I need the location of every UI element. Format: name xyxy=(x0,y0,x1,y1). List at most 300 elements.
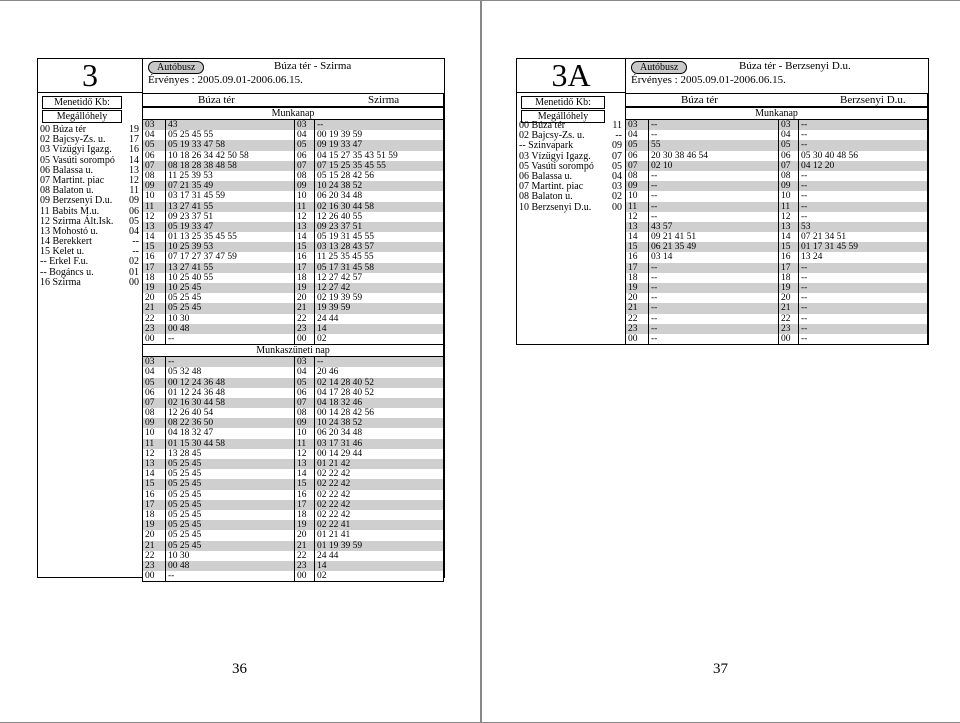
minutes-outbound: -- xyxy=(648,324,778,334)
timetable-row xyxy=(143,561,443,571)
minutes-inbound: 04 12 20 xyxy=(798,161,927,171)
timetable-row xyxy=(143,520,443,530)
hour-inbound: 23 xyxy=(778,324,798,334)
hour-inbound: 21 xyxy=(778,303,798,313)
stop-travel-time: 09 xyxy=(129,195,139,207)
timetable-row xyxy=(626,273,927,283)
hour-inbound: 19 xyxy=(294,283,314,293)
hour-outbound: 14 xyxy=(628,232,638,243)
hour-inbound: 15 xyxy=(294,479,314,489)
minutes-outbound: 05 19 33 47 xyxy=(165,222,294,232)
timetable-row xyxy=(143,151,443,161)
hour-inbound: 18 xyxy=(294,510,314,520)
minutes-outbound: 04 18 32 47 xyxy=(165,428,294,438)
stop-name: 06 Balassa u. xyxy=(40,164,94,176)
minutes-outbound: 05 25 45 xyxy=(165,490,294,500)
timetable-row xyxy=(626,314,927,324)
timetable-row xyxy=(626,140,927,150)
hour-inbound: 13 xyxy=(294,459,314,469)
day-type-label: Munkanap xyxy=(626,107,927,120)
hour-outbound: 23 xyxy=(145,560,155,571)
hour-outbound: 05 xyxy=(145,377,155,388)
hour-outbound: 22 xyxy=(145,550,155,561)
minutes-inbound: 00 14 28 42 56 xyxy=(314,408,443,418)
minutes-outbound: 08 22 36 50 xyxy=(165,418,294,428)
hour-outbound: 00 xyxy=(628,333,638,344)
timetable-row xyxy=(626,303,927,313)
hour-inbound: 09 xyxy=(778,181,798,191)
minutes-outbound: -- xyxy=(648,181,778,191)
minutes-inbound: 09 23 37 51 xyxy=(314,222,443,232)
hour-inbound: 12 xyxy=(294,212,314,222)
timetable-row xyxy=(143,242,443,252)
direction-header xyxy=(143,94,443,107)
minutes-outbound: 01 12 24 36 48 xyxy=(165,388,294,398)
hour-outbound: 15 xyxy=(628,242,638,253)
minutes-inbound: 19 39 59 xyxy=(314,303,443,313)
page-number: 36 xyxy=(232,661,247,677)
minutes-outbound: 10 25 40 55 xyxy=(165,273,294,283)
minutes-outbound: -- xyxy=(165,571,294,581)
hour-inbound: 23 xyxy=(294,324,314,334)
hour-outbound: 13 xyxy=(628,221,638,232)
hour-inbound: 20 xyxy=(778,293,798,303)
minutes-inbound: 03 13 28 43 57 xyxy=(314,242,443,252)
stop-travel-time: 13 xyxy=(129,164,139,176)
minutes-outbound: 05 19 33 47 58 xyxy=(165,140,294,150)
minutes-outbound: -- xyxy=(648,273,778,283)
stop-name: 09 Berzsenyi D.u. xyxy=(40,195,113,207)
timetable-row xyxy=(143,418,443,428)
minutes-outbound: -- xyxy=(648,334,778,344)
hour-outbound: 06 xyxy=(145,387,155,398)
megallohely-label: Megállóhely xyxy=(521,110,605,123)
timetable-row xyxy=(143,459,443,469)
minutes-outbound: 05 32 48 xyxy=(165,367,294,377)
stop-travel-time: 01 xyxy=(129,266,139,278)
timetable xyxy=(142,93,444,582)
minutes-inbound: -- xyxy=(798,283,927,293)
minutes-outbound: 00 12 24 36 48 xyxy=(165,378,294,388)
hour-outbound: 08 xyxy=(145,170,155,181)
hour-inbound: 22 xyxy=(294,314,314,324)
timetable-row xyxy=(143,490,443,500)
minutes-inbound: -- xyxy=(798,191,927,201)
minutes-outbound: -- xyxy=(648,202,778,212)
stop-travel-time: 16 xyxy=(129,144,139,156)
hour-outbound: 16 xyxy=(628,252,638,263)
timetable-row xyxy=(143,428,443,438)
hour-inbound: 14 xyxy=(294,232,314,242)
minutes-inbound: -- xyxy=(798,334,927,344)
minutes-outbound: 00 48 xyxy=(165,324,294,334)
stop-name: 00 Búza tér xyxy=(40,124,87,135)
hour-outbound: 00 xyxy=(145,571,155,582)
minutes-inbound: 05 15 28 42 56 xyxy=(314,171,443,181)
minutes-inbound: 53 xyxy=(798,222,927,232)
timetable-row xyxy=(626,202,927,212)
minutes-inbound: -- xyxy=(798,130,927,140)
minutes-inbound: -- xyxy=(314,120,443,130)
hour-inbound: 10 xyxy=(294,191,314,201)
hour-outbound: 18 xyxy=(145,509,155,520)
minutes-outbound: -- xyxy=(648,212,778,222)
hour-outbound: 07 xyxy=(628,160,638,171)
stop-name: 14 Berekkert xyxy=(40,236,92,248)
hour-outbound: 11 xyxy=(145,201,155,212)
to-stop-label: Szirma xyxy=(368,94,400,106)
hour-inbound: 12 xyxy=(294,449,314,459)
minutes-inbound: 07 15 25 35 45 55 xyxy=(314,161,443,171)
stop-travel-time: 02 xyxy=(612,191,622,203)
minutes-inbound: 13 24 xyxy=(798,252,927,262)
hour-outbound: 07 xyxy=(145,397,155,408)
minutes-outbound: 07 17 27 37 47 59 xyxy=(165,252,294,262)
hour-outbound: 03 xyxy=(145,120,155,130)
day-type-label: Munkanap xyxy=(143,107,443,120)
minutes-outbound: 01 13 25 35 45 55 xyxy=(165,232,294,242)
timetable-row xyxy=(143,449,443,459)
stop-name: 03 Vízügyi Igazg. xyxy=(519,150,591,162)
hour-outbound: 00 xyxy=(145,333,155,344)
minutes-inbound: 02 22 42 xyxy=(314,510,443,520)
timetable-row xyxy=(143,367,443,377)
minutes-outbound: -- xyxy=(648,120,778,130)
minutes-inbound: 10 24 38 52 xyxy=(314,418,443,428)
minutes-inbound: 02 14 28 40 52 xyxy=(314,378,443,388)
timetable-row xyxy=(626,242,927,252)
hour-outbound: 16 xyxy=(145,489,155,500)
timetable-row xyxy=(143,357,443,367)
minutes-outbound: 02 16 30 44 58 xyxy=(165,398,294,408)
timetable-row xyxy=(143,273,443,283)
timetable-row xyxy=(143,408,443,418)
minutes-inbound: -- xyxy=(798,263,927,273)
minutes-inbound: -- xyxy=(798,120,927,130)
stop-list xyxy=(517,121,625,213)
hour-outbound: 18 xyxy=(628,272,638,283)
route-name: Búza tér - Berzsenyi D.u. xyxy=(739,60,851,72)
minutes-outbound: -- xyxy=(648,314,778,324)
minutes-inbound: -- xyxy=(798,293,927,303)
timetable-row xyxy=(143,388,443,398)
timetable-row xyxy=(626,324,927,334)
stop-travel-time: 17 xyxy=(129,134,139,146)
timetable-row xyxy=(143,303,443,313)
timetable-row xyxy=(626,283,927,293)
hour-outbound: 05 xyxy=(145,140,155,151)
minutes-outbound: 12 26 40 54 xyxy=(165,408,294,418)
stop-travel-time: 05 xyxy=(129,215,139,227)
hour-outbound: 09 xyxy=(145,181,155,192)
minutes-inbound: 12 27 42 xyxy=(314,283,443,293)
day-type-label: Munkaszüneti nap xyxy=(143,344,443,357)
minutes-outbound: 10 25 39 53 xyxy=(165,242,294,252)
minutes-outbound: 09 21 41 51 xyxy=(648,232,778,242)
minutes-inbound: -- xyxy=(798,324,927,334)
minutes-outbound: 13 27 41 55 xyxy=(165,263,294,273)
minutes-outbound: -- xyxy=(165,357,294,367)
hour-inbound: 09 xyxy=(294,181,314,191)
stop-travel-time: 00 xyxy=(612,201,622,213)
minutes-inbound: 20 46 xyxy=(314,367,443,377)
stop-travel-time: 19 xyxy=(129,124,139,135)
timetable-row xyxy=(143,171,443,181)
hour-outbound: 22 xyxy=(145,313,155,324)
minutes-outbound: 05 25 45 55 xyxy=(165,130,294,140)
minutes-inbound: 01 19 39 59 xyxy=(314,541,443,551)
minutes-inbound: 06 20 34 48 xyxy=(314,428,443,438)
hour-outbound: 17 xyxy=(145,262,155,273)
hour-outbound: 12 xyxy=(628,211,638,222)
minutes-inbound: -- xyxy=(798,202,927,212)
minutes-outbound: 03 17 31 45 59 xyxy=(165,191,294,201)
minutes-inbound: 04 17 28 40 52 xyxy=(314,388,443,398)
minutes-outbound: 55 xyxy=(648,140,778,150)
stop-name: -- Bogáncs u. xyxy=(40,266,94,278)
stop-name: 08 Balaton u. xyxy=(519,191,573,203)
hour-outbound: 14 xyxy=(145,232,155,243)
stop-travel-time: 06 xyxy=(129,205,139,217)
timetable-row xyxy=(143,479,443,489)
stop-name: 11 Babits M.u. xyxy=(40,205,100,217)
stop-travel-time: 04 xyxy=(612,170,622,182)
hour-inbound: 12 xyxy=(778,212,798,222)
minutes-inbound: 24 44 xyxy=(314,551,443,561)
minutes-inbound: 04 18 32 46 xyxy=(314,398,443,408)
hour-outbound: 21 xyxy=(145,540,155,551)
hour-outbound: 20 xyxy=(145,530,155,541)
hour-inbound: 06 xyxy=(294,151,314,161)
stop-travel-time: 12 xyxy=(129,174,139,186)
bus-badge: Autóbusz xyxy=(148,61,204,74)
timetable-sheet-line-3a xyxy=(516,58,929,345)
minutes-outbound: 06 21 35 49 xyxy=(648,242,778,252)
hour-outbound: 12 xyxy=(145,211,155,222)
stop-name: 12 Szirma Ált.Isk. xyxy=(40,215,114,227)
hour-inbound: 21 xyxy=(294,303,314,313)
hour-inbound: 18 xyxy=(294,273,314,283)
hour-inbound: 19 xyxy=(294,520,314,530)
minutes-inbound: 10 24 38 52 xyxy=(314,181,443,191)
hour-outbound: 17 xyxy=(628,262,638,273)
minutes-outbound: -- xyxy=(648,263,778,273)
stop-travel-time: -- xyxy=(132,246,139,258)
stop-list xyxy=(38,125,142,288)
minutes-outbound: 20 30 38 46 54 xyxy=(648,151,778,161)
timetable-row xyxy=(626,171,927,181)
timetable-row xyxy=(143,571,443,581)
stop-travel-time: 05 xyxy=(612,160,622,172)
stop-name: 15 Kelet u. xyxy=(40,246,85,258)
minutes-outbound: 05 25 45 xyxy=(165,469,294,479)
timetable-sheet-line-3 xyxy=(37,57,445,582)
minutes-inbound: 01 17 31 45 59 xyxy=(798,242,927,252)
from-stop-label: Búza tér xyxy=(198,94,235,106)
line-number: 3 xyxy=(82,57,98,93)
hour-inbound: 20 xyxy=(294,530,314,540)
minutes-inbound: 00 19 39 59 xyxy=(314,130,443,140)
minutes-inbound: 02 xyxy=(314,334,443,344)
minutes-outbound: 13 27 41 55 xyxy=(165,202,294,212)
timetable-row xyxy=(143,324,443,334)
hour-inbound: 00 xyxy=(294,334,314,344)
hour-inbound: 07 xyxy=(294,161,314,171)
route-name: Búza tér - Szirma xyxy=(274,60,352,72)
minutes-outbound: 10 30 xyxy=(165,314,294,324)
stop-travel-time: 04 xyxy=(129,225,139,237)
minutes-inbound: -- xyxy=(314,357,443,367)
line-number-box xyxy=(517,59,625,93)
stop-name: 05 Vasúti sorompó xyxy=(40,154,115,166)
timetable-row xyxy=(626,252,927,262)
stop-travel-time: 03 xyxy=(612,181,622,193)
hour-outbound: 20 xyxy=(145,293,155,304)
minutes-inbound: 01 21 42 xyxy=(314,459,443,469)
minutes-inbound: 00 14 29 44 xyxy=(314,449,443,459)
timetable-row xyxy=(143,293,443,303)
stop-name: 03 Vízügyi Igazg. xyxy=(40,144,112,156)
hour-inbound: 08 xyxy=(294,171,314,181)
stop-travel-time: -- xyxy=(132,236,139,248)
timetable-row xyxy=(143,500,443,510)
stop-name: -- Erkel F.u. xyxy=(40,256,89,268)
hour-inbound: 04 xyxy=(294,130,314,140)
hour-inbound: 03 xyxy=(778,120,798,130)
minutes-outbound: 00 48 xyxy=(165,561,294,571)
hour-inbound: 16 xyxy=(294,490,314,500)
hour-inbound: 05 xyxy=(294,378,314,388)
hour-outbound: 16 xyxy=(145,252,155,263)
menetido-label: Menetidő Kb: xyxy=(42,96,122,109)
stop-name: 16 Szirma xyxy=(40,276,81,288)
minutes-outbound: 05 25 45 xyxy=(165,293,294,303)
hour-outbound: 04 xyxy=(628,130,638,141)
stop-name: 02 Bajcsy-Zs. u. xyxy=(519,130,585,142)
hour-outbound: 05 xyxy=(628,140,638,151)
timetable-row xyxy=(626,191,927,201)
minutes-outbound: 10 18 26 34 42 50 58 xyxy=(165,151,294,161)
timetable-row xyxy=(143,283,443,293)
minutes-outbound: -- xyxy=(648,171,778,181)
stop-name: 07 Martint. piac xyxy=(40,174,105,186)
hour-outbound: 20 xyxy=(628,293,638,304)
minutes-inbound: 14 xyxy=(314,561,443,571)
minutes-inbound: 11 25 35 45 55 xyxy=(314,252,443,262)
minutes-inbound: 05 19 31 45 55 xyxy=(314,232,443,242)
timetable-row xyxy=(143,232,443,242)
hour-outbound: 21 xyxy=(628,303,638,314)
hour-inbound: 16 xyxy=(778,252,798,262)
minutes-outbound: 01 15 30 44 58 xyxy=(165,439,294,449)
stop-travel-time: 09 xyxy=(612,140,622,152)
stop-name: -- Szinvapark xyxy=(519,140,574,152)
minutes-inbound: 02 22 42 xyxy=(314,479,443,489)
right-page xyxy=(481,0,960,723)
hour-outbound: 10 xyxy=(145,191,155,202)
hour-inbound: 07 xyxy=(294,398,314,408)
stop-travel-time: 07 xyxy=(612,150,622,162)
stop-name: 02 Bajcsy-Zs. u. xyxy=(40,134,106,146)
minutes-inbound: 02 16 30 44 58 xyxy=(314,202,443,212)
hour-outbound: 08 xyxy=(145,408,155,419)
direction-header xyxy=(626,94,927,107)
timetable-row xyxy=(626,151,927,161)
minutes-inbound: 02 22 42 xyxy=(314,500,443,510)
hour-inbound: 10 xyxy=(294,428,314,438)
stop-name: 05 Vasúti sorompó xyxy=(519,160,594,172)
timetable-row xyxy=(143,191,443,201)
minutes-outbound: 05 25 45 xyxy=(165,530,294,540)
menetido-label: Menetidő Kb: xyxy=(521,96,605,109)
minutes-outbound: 05 25 45 xyxy=(165,520,294,530)
timetable-row xyxy=(143,378,443,388)
timetable-row xyxy=(143,140,443,150)
hour-inbound: 00 xyxy=(778,334,798,344)
timetable-row xyxy=(143,551,443,561)
hour-outbound: 14 xyxy=(145,469,155,480)
stop-row xyxy=(517,192,625,202)
minutes-inbound: 09 19 33 47 xyxy=(314,140,443,150)
hour-inbound: 19 xyxy=(778,283,798,293)
minutes-outbound: 02 10 xyxy=(648,161,778,171)
minutes-inbound: 02 19 39 59 xyxy=(314,293,443,303)
minutes-inbound: 02 22 41 xyxy=(314,520,443,530)
minutes-inbound: 06 20 34 48 xyxy=(314,191,443,201)
minutes-inbound: 14 xyxy=(314,324,443,334)
hour-outbound: 19 xyxy=(628,283,638,293)
timetable-row xyxy=(143,439,443,449)
to-stop-label: Berzsenyi D.u. xyxy=(840,94,906,106)
stop-row xyxy=(38,278,142,288)
minutes-inbound: -- xyxy=(798,140,927,150)
hour-inbound: 05 xyxy=(294,140,314,150)
stop-row xyxy=(38,196,142,206)
minutes-inbound: 04 15 27 35 43 51 59 xyxy=(314,151,443,161)
hour-outbound: 23 xyxy=(628,323,638,334)
timetable-row xyxy=(143,181,443,191)
stop-travel-time: 14 xyxy=(129,154,139,166)
hour-outbound: 04 xyxy=(145,130,155,141)
hour-inbound: 07 xyxy=(778,161,798,171)
hour-outbound: 12 xyxy=(145,448,155,459)
hour-outbound: 09 xyxy=(145,418,155,429)
hour-outbound: 10 xyxy=(145,428,155,439)
timetable-row xyxy=(626,263,927,273)
minutes-inbound: 02 22 42 xyxy=(314,490,443,500)
minutes-outbound: 08 18 28 38 48 58 xyxy=(165,161,294,171)
minutes-outbound: 05 25 45 xyxy=(165,479,294,489)
minutes-inbound: 12 26 40 55 xyxy=(314,212,443,222)
timetable-row xyxy=(143,252,443,262)
hour-inbound: 13 xyxy=(778,222,798,232)
minutes-outbound: 43 57 xyxy=(648,222,778,232)
hour-inbound: 15 xyxy=(778,242,798,252)
minutes-inbound: 05 17 31 45 58 xyxy=(314,263,443,273)
stop-name: 10 Berzsenyi D.u. xyxy=(519,201,592,213)
minutes-outbound: -- xyxy=(648,303,778,313)
line-number-box xyxy=(38,59,142,93)
hour-inbound: 09 xyxy=(294,418,314,428)
hour-inbound: 21 xyxy=(294,541,314,551)
hour-outbound: 15 xyxy=(145,479,155,490)
minutes-inbound: 07 21 34 51 xyxy=(798,232,927,242)
route-header xyxy=(148,61,204,74)
hour-outbound: 04 xyxy=(145,367,155,378)
hour-inbound: 17 xyxy=(778,263,798,273)
minutes-outbound: -- xyxy=(165,334,294,344)
hour-outbound: 21 xyxy=(145,303,155,314)
